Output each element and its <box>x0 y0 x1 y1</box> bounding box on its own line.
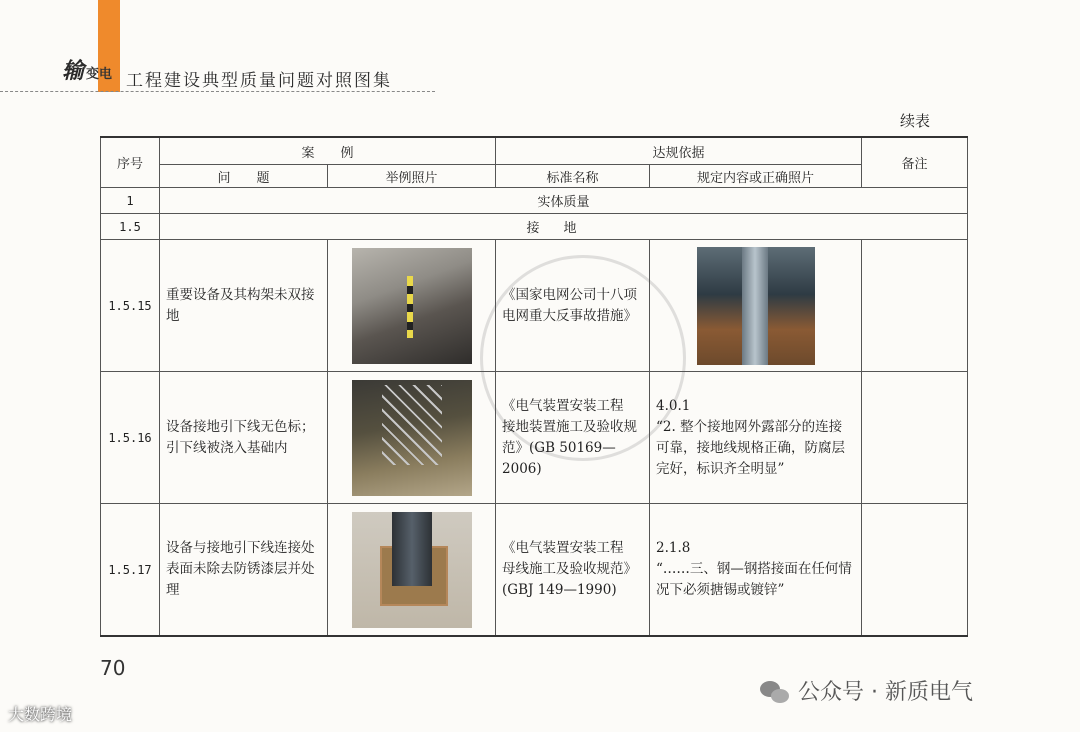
row-content <box>650 240 862 372</box>
row-problem: 设备与接地引下线连接处表面未除去防锈漆层并处理 <box>160 504 328 637</box>
row-photo <box>328 372 496 504</box>
row-problem: 设备接地引下线无色标；引下线被浇入基础内 <box>160 372 328 504</box>
row-remark <box>862 504 968 637</box>
table-row <box>101 504 968 637</box>
subsection-row <box>101 214 968 240</box>
watermark-right-text: 公众号 · 新质电气 <box>798 680 973 705</box>
row-content-text: “2. 整个接地网外露部分的连接可靠，接地线规格正确，防腐层完好，标识齐全明显” <box>656 418 846 477</box>
section-title: 实体质量 <box>160 188 968 214</box>
wechat-icon <box>760 681 790 705</box>
grounding-wire-photo-icon <box>352 380 472 496</box>
header-divider <box>0 91 435 92</box>
equipment-photo-icon <box>352 248 472 364</box>
row-problem: 重要设备及其构架未双接地 <box>160 240 328 372</box>
col-photo: 举例照片 <box>328 165 496 188</box>
section-num: 1 <box>101 188 160 214</box>
col-content: 规定内容或正确照片 <box>650 165 862 188</box>
subsection-num: 1.5 <box>101 214 160 240</box>
publisher-logo <box>62 54 112 85</box>
row-num: 1.5.17 <box>101 504 160 637</box>
logo-sub-text: 变电 <box>86 67 113 82</box>
row-num: 1.5.16 <box>101 372 160 504</box>
table-row <box>101 372 968 504</box>
col-standard: 标准名称 <box>496 165 650 188</box>
connection-photo-icon <box>352 512 472 628</box>
watermark-left: 大数跨境 <box>8 705 73 724</box>
row-content <box>650 372 862 504</box>
col-case: 案 例 <box>160 137 496 165</box>
row-remark <box>862 240 968 372</box>
col-basis: 达规依据 <box>496 137 862 165</box>
book-title: 工程建设典型质量问题对照图集 <box>126 71 392 91</box>
row-photo <box>328 240 496 372</box>
logo-main-char: 输 <box>62 58 85 84</box>
row-remark <box>862 372 968 504</box>
row-content <box>650 504 862 637</box>
row-content-clause: 4.0.1 <box>656 397 691 414</box>
continued-label: 续表 <box>900 112 931 130</box>
col-problem: 问 题 <box>160 165 328 188</box>
watermark-right <box>760 675 973 706</box>
row-content-clause: 2.1.8 <box>656 540 691 556</box>
row-photo <box>328 504 496 637</box>
col-seq: 序号 <box>101 137 160 188</box>
row-standard: 《电气装置安装工程 接地装置施工及验收规范》(GB 50169—2006) <box>496 372 650 504</box>
section-row <box>101 188 968 214</box>
row-content-text: “……三、钢—钢搭接面在任何情况下必须搪锡或镀锌” <box>656 561 852 598</box>
row-standard: 《电气装置安装工程 母线施工及验收规范》(GBJ 149—1990) <box>496 504 650 637</box>
header-row-1 <box>101 137 968 165</box>
correct-grounding-photo-icon <box>697 247 815 365</box>
header-row-2 <box>101 165 968 188</box>
table-row <box>101 240 968 372</box>
quality-issue-table <box>100 136 968 637</box>
row-standard: 《国家电网公司十八项电网重大反事故措施》 <box>496 240 650 372</box>
col-remark: 备注 <box>862 137 968 188</box>
row-num: 1.5.15 <box>101 240 160 372</box>
page-number: 70 <box>100 656 126 680</box>
subsection-title: 接地 <box>160 214 968 240</box>
